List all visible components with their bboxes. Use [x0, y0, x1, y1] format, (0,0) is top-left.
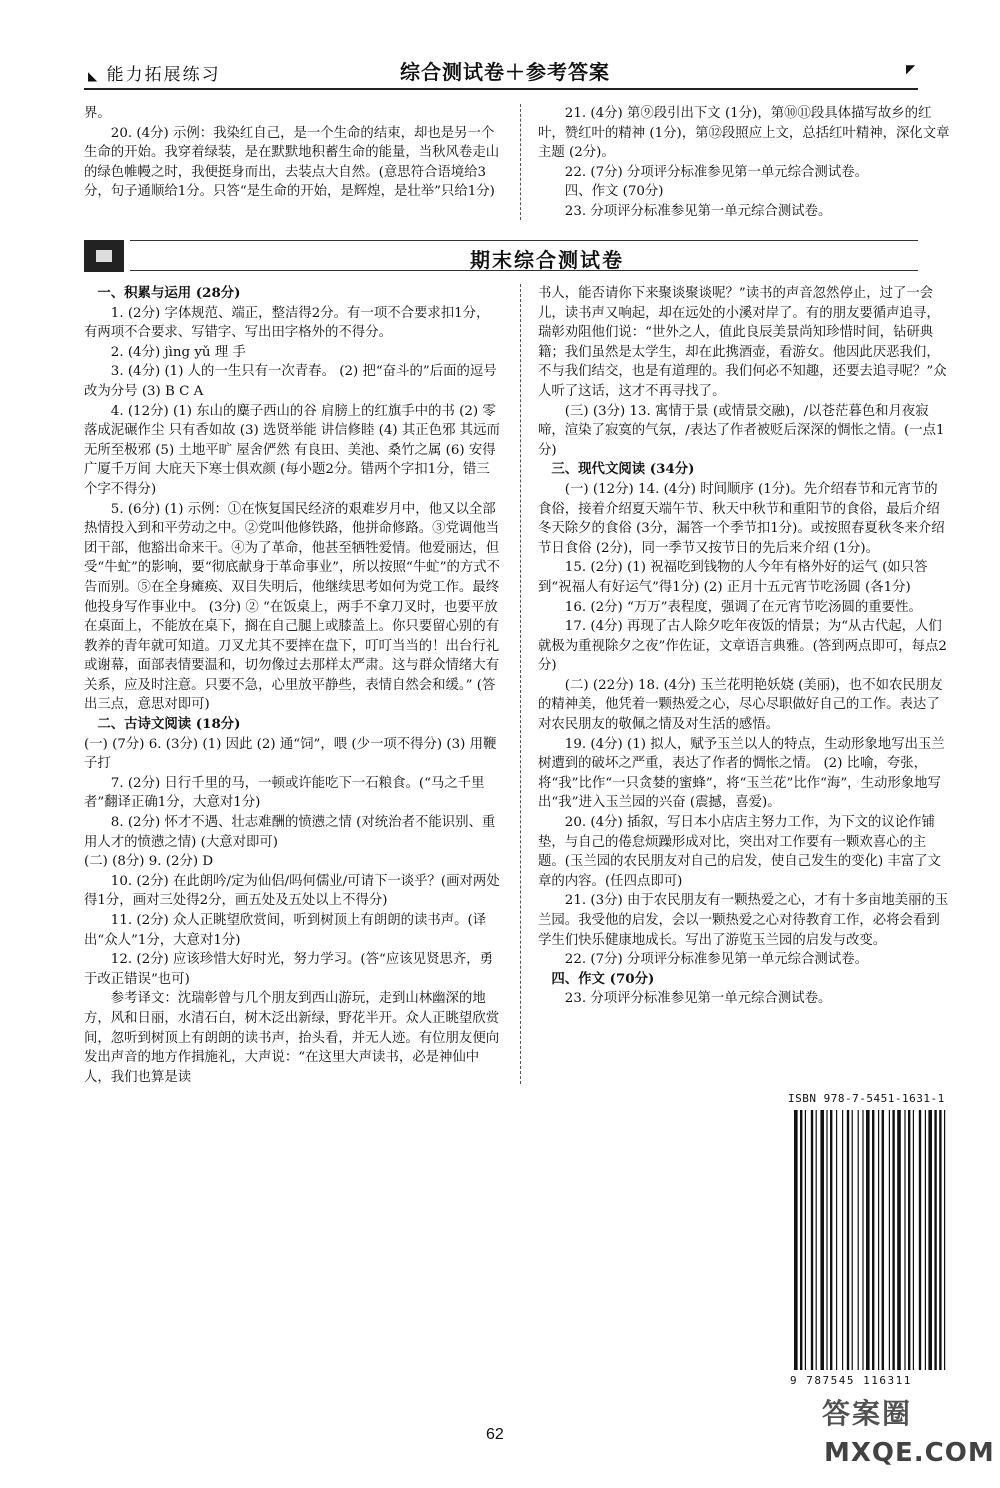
- section-title: 期末综合测试卷: [470, 248, 624, 272]
- barcode-bar: [904, 1110, 905, 1370]
- answer-paragraph: 11. (2分) 众人正眺望欣赏间，听到树顶上有朗朗的读书声。(译出“众人”1分，大意对1分): [84, 913, 487, 948]
- barcode-bar: [820, 1110, 824, 1370]
- barcode-bar: [805, 1110, 806, 1370]
- barcode-bar: [836, 1110, 837, 1370]
- answer-paragraph: 书人，能否请你下来聚谈聚谈呢？”读书的声音忽然停止，过了一会儿，读书声又响起，却在远处的小溪对岸了。有的朋友要循声追寻，瑞彰劝阻他们说：“世外之人，值此良辰美景尚知珍惜时间，钻研典籍；我们虽然是太学生，却在此携酒壶，看游女。他因此厌恶我们，不与我们结交，也是有道理的。我们何必不知趣，还要去追寻呢？”众人听了这话，这才不再寻找了。: [538, 286, 947, 399]
- answer-paragraph: 23. 分项评分标准参见第一单元综合测试卷。: [564, 203, 832, 219]
- barcode-image: [790, 1110, 950, 1370]
- answer-paragraph: 21. (3分) 由于农民朋友有一颗热爱之心，才有十多亩地美丽的玉兰园。我受他的启发，会以一颗热爱之心对待教育工作，必将会看到学生们快乐健康地成长。写出了游览玉兰园的启发与改变。: [538, 893, 949, 948]
- barcode-bar: [939, 1110, 941, 1370]
- answer-paragraph: (三) (3分) 13. 寓情于景 (或情景交融)，/以苍茫暮色和月夜寂啼，渲染了寂寞的气氛，/表达了作者被贬后深深的惆怅之情。(一点1分): [538, 403, 945, 458]
- barcode-bar: [889, 1110, 890, 1370]
- barcode-bar: [919, 1110, 921, 1370]
- barcode-bar: [830, 1110, 832, 1370]
- barcode-bar: [862, 1110, 863, 1370]
- barcode-bar: [847, 1110, 849, 1370]
- answer-paragraph: 20. (4分) 插叙，写日本小店店主努力工作，为下文的议论作铺垫，与自己的倦怠烦躁形成对比，突出对工作要有一颗欢喜心的主题。(玉兰园的农民朋友对自己的启发，使自己发生的变化) 丰富了文章的内容。(任四点即可): [538, 815, 942, 889]
- top-left-column: [84, 104, 502, 202]
- answer-paragraph: 20. (4分) 示例：我染红自己，是一个生命的结束，却也是另一个生命的开始。我穿着绿装，是在默默地积蓄生命的能量，当秋风卷走山的绿色帷幔之时，我便挺身而出，去装点大自然。(意思符合语境给3分，句子通顺给1分。只答“是生命的开始，是辉煌，是壮举”只给1分): [84, 125, 500, 200]
- barcode-bar: [878, 1110, 879, 1370]
- answers-left-column: [84, 284, 502, 1087]
- barcode-bar: [925, 1110, 926, 1370]
- barcode-bar: [866, 1110, 870, 1370]
- section-heading: 一、积累与运用 (28分): [97, 285, 241, 301]
- watermark-url: MXQE.COM: [824, 1438, 995, 1468]
- answer-paragraph: 19. (4分) (1) 拟人，赋予玉兰以人的特点，生动形象地写出玉兰树遭到的破坏之严重，表达了作者的惆怅之情。 (2) 比喻，夸张，将“我”比作“一只贪婪的蜜蜂”，将“玉兰花”比作“海”，生动形象地写出“我”进入玉兰园的兴奋 (震撼，喜爱)。: [538, 736, 945, 811]
- barcode-bar: [811, 1110, 813, 1370]
- barcode-bar: [913, 1110, 914, 1370]
- barcode-bar: [842, 1110, 843, 1370]
- answer-paragraph: 2. (4分) jìng yǔ 理 手: [110, 344, 246, 360]
- answer-paragraph: (二) (22分) 18. (4分) 玉兰花明艳妖娆 (美丽)，也不如农民朋友的精神美，他凭着一颗热爱之心，尽心尽职做好自己的工作。表达了对农民朋友的敬佩之情及对生活的感悟。: [538, 677, 943, 733]
- series-label: 能力拓展练习: [106, 65, 221, 85]
- barcode-bar: [858, 1110, 859, 1370]
- header-center-title: 综合测试卷＋参考答案: [400, 60, 610, 84]
- answer-paragraph: 5. (6分) (1) 示例：①在恢复国民经济的艰难岁月中，他又以全部热情投入到和平劳动之中。②党叫他修铁路，他拼命修路。③党调他当团干部，他豁出命来干。④为了革命，他甚至牺牲爱情。他爱丽达，但受“牛虻”的影响，要“彻底献身于革命事业”，所以按照“牛虻”的方式不告而别。⑤在全身瘫痪、双目失明后，他继续思考如何为党工作。最终他投身写作事业中。 (3分) ② “在饭桌上，两手不拿刀叉时，也要平放在桌面上，不能放在桌下，搁在自己腿上或膝盖上。你只要留心别的有教养的青年就可知道。刀叉尤其不要摔在盘下，叮叮当当的！出台行礼或谢幕，面部表情要温和，切勿像过去那样太严肃。这与群众情绪大有关系，应及时注意。只要不急，心里放平静些，表情自然会和缓。” (答出三点，意思对即可): [84, 501, 501, 713]
- section-marker-inner: [96, 250, 112, 262]
- barcode-bar: [944, 1110, 945, 1370]
- answer-paragraph: 界。: [84, 106, 111, 121]
- column-divider-top: [520, 104, 521, 220]
- barcode-bar: [816, 1110, 817, 1370]
- barcode-number: 9 787545 116311: [790, 1374, 912, 1387]
- corner-arrow-right-icon: ◤: [906, 62, 916, 76]
- section-heading: 四、作文 (70分): [551, 970, 655, 987]
- section-rule-top: [130, 240, 918, 241]
- answer-paragraph: 四、作文 (70分): [564, 184, 664, 200]
- answers-right-column: [538, 284, 950, 1009]
- answer-paragraph: 参考译文：沈瑞彰曾与几个朋友到西山游玩，走到山林幽深的地方，风和日丽，水清石白，树木泛出新绿，野花半开。众人正眺望欣赏间，忽听到树顶上有朗朗的读书声，抬头看，并无人迹。有位朋友便向发出声音的地方作揖施礼，大声说：“在这里大声读书，必是神仙中人，我们也算是读: [84, 991, 500, 1085]
- answer-paragraph: 23. 分项评分标准参见第一单元综合测试卷。: [564, 991, 832, 1007]
- answer-paragraph: 22. (7分) 分项评分标准参见第一单元综合测试卷。: [564, 952, 868, 968]
- answer-paragraph: 4. (12分) (1) 东山的麋子西山的谷 肩膀上的红旗手中的书 (2) 零落成泥碾作尘 只有香如故 (3) 选贤举能 讲信修睦 (4) 其正色邪 其远而无所至极邪 (5) 土地平旷 屋舍俨然 有良田、美池、桑竹之属 (6) 安得广厦千万间 大庇天下寒士俱欢颜 (每小题2分。错两个字扣1分，错三个字不得分): [84, 403, 500, 497]
- barcode-bar: [908, 1110, 910, 1370]
- answer-paragraph: 21. (4分) 第⑨段引出下文 (1分)，第⑩⑪段具体描写故乡的红叶，赞红叶的精神 (1分)，第⑫段照应上文，总括红叶精神，深化文章主题 (2分)。: [538, 106, 950, 161]
- answer-paragraph: 7. (2分) 日行千里的马，一顿或许能吃下一石粮食。(“马之千里者”翻译正确1分，大意对1分): [84, 775, 485, 811]
- header-rule: [84, 88, 918, 90]
- barcode-bar: [872, 1110, 874, 1370]
- barcode-bar: [892, 1110, 894, 1370]
- answer-paragraph: 12. (2分) 应该珍惜大好时光，努力学习。(答“应该见贤思齐，勇于改正错误”也可): [84, 952, 494, 987]
- column-divider-main: [520, 284, 521, 1084]
- answer-paragraph: (一) (12分) 14. (4分) 时间顺序 (1分)。先介绍春节和元宵节的食俗，接着介绍夏天端午节、秋天中秋节和重阳节的食俗，最后介绍冬天除夕的食俗 (3分，漏答一个季节扣1分)。或按照春夏秋冬来介绍节日食俗 (2分)，同一季节又按节日的先后来介绍 (1分)。: [538, 481, 945, 556]
- barcode-bar: [882, 1110, 884, 1370]
- header-series-title: [88, 60, 221, 85]
- corner-arrow-icon: ◣: [88, 69, 100, 83]
- barcode-bar: [897, 1110, 901, 1370]
- answer-paragraph: 10. (2分) 在此朗吟/定为仙侣/吗何儒业/可请下一谈乎？(画对两处得1分，画对三处得2分，画五处及五处以上不得分): [84, 873, 500, 909]
- barcode-bar: [794, 1110, 798, 1370]
- answer-paragraph: 15. (2分) (1) 祝福吃到钱物的人今年有格外好的运气 (如只答到“祝福人有好运气”得1分) (2) 正月十五元宵节吃汤圆 (各1分): [538, 560, 928, 595]
- barcode-bar: [934, 1110, 936, 1370]
- page-number: 62: [486, 1426, 504, 1443]
- section-heading: 三、现代文阅读 (34分): [551, 461, 695, 478]
- top-right-column: [538, 104, 950, 222]
- section-heading: 二、古诗文阅读 (18分): [97, 716, 241, 733]
- answer-paragraph: 16. (2分) “万万”表程度，强调了在元宵节吃汤圆的重要性。: [564, 599, 922, 615]
- answer-paragraph: 17. (4分) 再现了古人除夕吃年夜饭的情景；为“从古代起，人们就极为重视除夕之夜”作佐证，文章语言典雅。(答到两点即可，每点2分): [538, 619, 947, 674]
- answer-paragraph: (一) (7分) 6. (3分) (1) 因此 (2) 通“饲”，喂 (少一项不得分) (3) 用鞭子打: [84, 736, 497, 772]
- watermark-logo: 答案圈: [822, 1397, 913, 1430]
- barcode-bar: [826, 1110, 827, 1370]
- isbn-label: ISBN 978-7-5451-1631-1: [788, 1092, 945, 1105]
- answer-paragraph: 8. (2分) 怀才不遇、壮志难酬的愤懑之情 (对统治者不能识别、重用人才的愤懑之情) (大意对即可): [84, 815, 496, 850]
- barcode-bar: [852, 1110, 853, 1370]
- answer-paragraph: 22. (7分) 分项评分标准参见第一单元综合测试卷。: [564, 164, 868, 180]
- answer-paragraph: 3. (4分) (1) 人的一生只有一次青春。 (2) 把“奋斗的”后面的逗号改为分号 (3) B C A: [84, 364, 497, 399]
- barcode-bar: [928, 1110, 932, 1370]
- answer-paragraph: (二) (8分) 9. (2分) D: [84, 854, 214, 870]
- barcode-bar: [800, 1110, 802, 1370]
- answer-paragraph: 1. (2分) 字体规范、端正，整洁得2分。有一项不合要求扣1分，有两项不合要求、写错字、写出田字格外的不得分。: [84, 305, 490, 341]
